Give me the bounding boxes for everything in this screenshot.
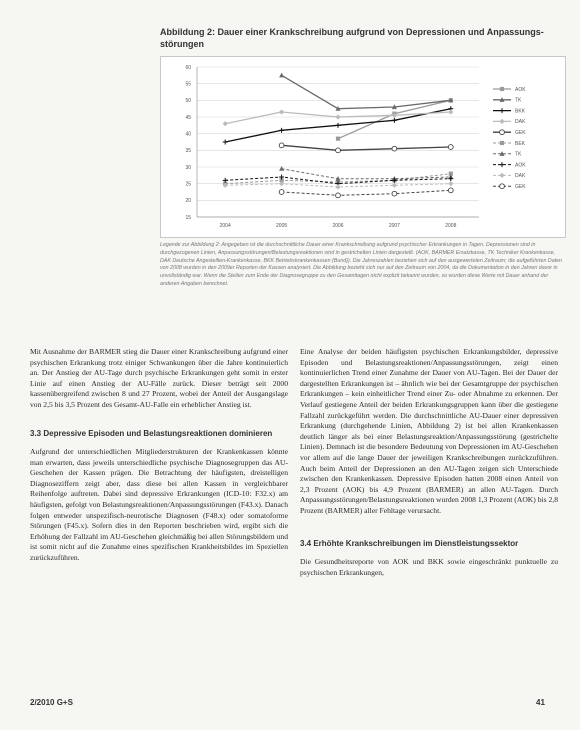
journal-issue: 2/2010 G+S bbox=[30, 698, 73, 707]
page-number: 41 bbox=[536, 698, 545, 707]
section-heading: 3.4 Erhöhte Krankschreibungen im Dienstleistungssektor bbox=[300, 538, 519, 548]
legend-marker bbox=[499, 119, 504, 124]
series-gek-solid bbox=[279, 143, 453, 153]
data-point bbox=[279, 190, 284, 195]
data-point bbox=[335, 184, 340, 189]
figure-caption: Legende zur Abbildung 2: Angegeben ist die durchschnittliche Dauer einer Krankschreibung aufgrund psychischer Erkrankungen in Tagen. Depressionen sind in durchgezogenen Linien, Anpassungsstörungen/Belastungsreaktionen sind in gestrichelten Linien dargestellt. (AOK, BARMER Ersatzkasse, TK Techniker Krankenkasse, DAK Deutsche Angestellten-Krankenkasse, BKK Betriebskrankenkassen (Bund)). Die Jahreszahlen beziehen sich auf den ausgewerteten Zeitraum; die aufgeführten Daten von 2008 wurden in den 2009er Reporten der Kassen analysiert. Die Abbildung bezieht sich nur auf den Zeitraum von 2004, da die Dokumentation in den Jahren davor in unvollständig war. Wenn die Stellen zum Ende der Diagnosegruppe zu den Gesamttagen nicht explizit bekannt wurden, so wurden diese Werte mit Dauer anhand der anderen Angaben berechnet. bbox=[160, 242, 563, 287]
legend-label: BKK bbox=[515, 108, 526, 115]
y-tick-label: 50 bbox=[185, 98, 191, 105]
legend-marker bbox=[500, 87, 504, 91]
data-point bbox=[279, 143, 284, 148]
data-point bbox=[336, 193, 341, 198]
legend-label: AOK bbox=[515, 86, 526, 93]
legend-label: DAK bbox=[515, 119, 526, 126]
y-tick-label: 20 bbox=[185, 198, 191, 205]
section-heading: 3.3 Depressive Episoden und Belastungsreaktionen dominieren bbox=[30, 428, 273, 438]
legend-label: TK bbox=[515, 97, 522, 104]
data-point bbox=[336, 148, 341, 153]
y-tick-label: 15 bbox=[185, 214, 191, 221]
legend-marker bbox=[499, 173, 504, 178]
text-column-right bbox=[300, 347, 558, 578]
series-line bbox=[282, 75, 451, 108]
data-point bbox=[336, 123, 341, 128]
x-tick-label: 2007 bbox=[388, 223, 400, 229]
data-point bbox=[279, 128, 284, 133]
data-point bbox=[336, 137, 340, 141]
legend-marker bbox=[500, 108, 505, 113]
data-point bbox=[223, 121, 228, 126]
series-line bbox=[282, 169, 451, 179]
figure-title: Abbildung 2: Dauer einer Krankschreibung aufgrund von Depressionen und Anpassungs-störungen bbox=[160, 27, 544, 49]
y-tick-label: 30 bbox=[185, 164, 191, 171]
y-tick-label: 55 bbox=[185, 81, 191, 88]
chart-svg bbox=[161, 57, 565, 237]
y-tick-label: 40 bbox=[185, 131, 191, 138]
data-point bbox=[392, 191, 397, 196]
y-tick-label: 25 bbox=[185, 181, 191, 188]
legend-label: GEK bbox=[515, 130, 526, 136]
data-point bbox=[448, 109, 453, 114]
data-point bbox=[448, 188, 453, 193]
data-point bbox=[279, 73, 284, 78]
data-point bbox=[392, 146, 397, 151]
legend-label: DAK bbox=[515, 173, 526, 180]
paragraph: Mit Ausnahme der BARMER stieg die Dauer einer Krankschreibung aufgrund einer psychischen Erkrankung trotz einiger Schwankungen über die Jahre kontinuierlich an. Der Anstieg der AU-Tage durch psychische Erkrankungen geht somit in erster Linie auf einen Anstieg der AU-Fälle zurück. Dieser beträgt seit 2000 kassenübergreifend zwischen 8 und 27 Prozent, wobei der Anteil der Ausgangslage von 2,5 bis 3,5 Prozent des Gesamt-AU-Falle ein erheblicher Anstieg ist. bbox=[30, 347, 288, 409]
x-tick-label: 2008 bbox=[445, 223, 457, 229]
data-point bbox=[448, 181, 453, 186]
legend-marker bbox=[500, 130, 505, 135]
legend-label: GEK bbox=[515, 184, 526, 190]
series-tk-dashed bbox=[279, 166, 453, 181]
data-point bbox=[223, 140, 228, 145]
legend-label: TK bbox=[515, 151, 522, 158]
data-point bbox=[392, 118, 397, 123]
legend-label: AOK bbox=[515, 162, 526, 169]
paragraph: Aufgrund der unterschiedlichen Mitgliederstrukturen der Krankenkassen könnte man erwarten, dass jeweils unterschiedliche psychische Diagnosegruppen das AU-Geschehen der Kassen prägen. Die Betrachtung der häufigsten, dreistelligen Diagnoseziffern zeigt aber, dass diese bei allen Kassen in vergleichbarer Reihenfolge auftreten. Dabei sind depressive Erkrankungen (ICD-10: F32.x) am häufigsten, gefolgt von Belastungsreaktionen/Anpassungsstörungen (F43.x). Danach folgen entweder unspezifisch-neurotische Diagnosen (F48.x) oder somatoforme Störungen (F45.x). Sofern dies in den Reporten beschrieben wird, ergibt sich die Erhöhung der Fallzahl im AU-Geschehen gleichmäßig bei allen Störungsbildern und ist somit nicht auf die Zunahme eines spezifischen Krankheitsbildes im Speziellen zurückzuführen. bbox=[30, 447, 288, 562]
x-tick-label: 2004 bbox=[219, 223, 231, 229]
legend-label: BEK bbox=[515, 140, 526, 147]
series-gek-dashed bbox=[279, 188, 453, 198]
line-chart bbox=[160, 56, 566, 238]
data-point bbox=[279, 166, 284, 171]
series-tk-solid bbox=[279, 73, 453, 111]
data-point bbox=[448, 176, 453, 181]
x-tick-label: 2006 bbox=[332, 223, 344, 229]
y-tick-label: 60 bbox=[185, 64, 191, 71]
y-tick-label: 35 bbox=[185, 148, 191, 155]
series-line bbox=[282, 190, 451, 195]
data-point bbox=[335, 114, 340, 119]
legend-marker bbox=[500, 162, 505, 167]
series-line bbox=[282, 145, 451, 150]
x-tick-label: 2005 bbox=[276, 223, 288, 229]
data-point bbox=[448, 145, 453, 150]
legend-marker bbox=[500, 141, 504, 145]
data-point bbox=[279, 109, 284, 114]
y-tick-label: 45 bbox=[185, 114, 191, 121]
paragraph: Die Gesundheitsreporte von AOK und BKK sowie eingeschränkt punktuelle zu psychischen Erkrankungen, bbox=[300, 557, 558, 577]
paragraph: Eine Analyse der beiden häufigsten psychischen Erkrankungsbilder, depressive Episoden und Belastungsreaktionen/Anpassungsstörungen, zeigt einen kontinuierlichen Trend einer Zunahme der Dauer von AU-Tagen. Bei der Dauer der dargestellten Erkrankungen ist – ähnlich wie bei der Gesamtgruppe der psychischen Erkrankungen – kein einheitlicher Trend einer Zu- oder Abnahme zu erkennen. Der Verlauf gestiegene Anteil der beiden Erkrankungsgruppen kann über die gestiegene Fallzahl zurückgeführt werden. Die durchschnittliche AU-Dauer einer depressiven Erkrankung (durchgehende Linien, Abbildung 2) ist bei allen Krankenkassen deutlich länger als bei einer Belastungsreaktion/Anpassungsstörung (gestrichelte Linien). Demnach ist die besondere Bedeutung von Depressionen im AU-Geschehen vor allem auf die lange Dauer der jeweiligen Krankschreibungen zurückzuführen. Auch beim Anteil der Depressionen an den AU-Tagen zeigen sich Unterschiede zwischen den Krankenkassen. Depressive Episoden hatten 2008 einen Anteil von 2,3 Prozent (AOK) bis 4,9 Prozent (BARMER) an allen AU-Tagen. Durch Anpassungsstörungen/Belastungsreaktionen wurden 2008 1,3 Prozent (AOK) bis 2,8 Prozent (BARMER) aller Fehltage verursacht. bbox=[300, 347, 558, 515]
legend-marker bbox=[500, 184, 505, 189]
text-column-left bbox=[30, 347, 288, 564]
